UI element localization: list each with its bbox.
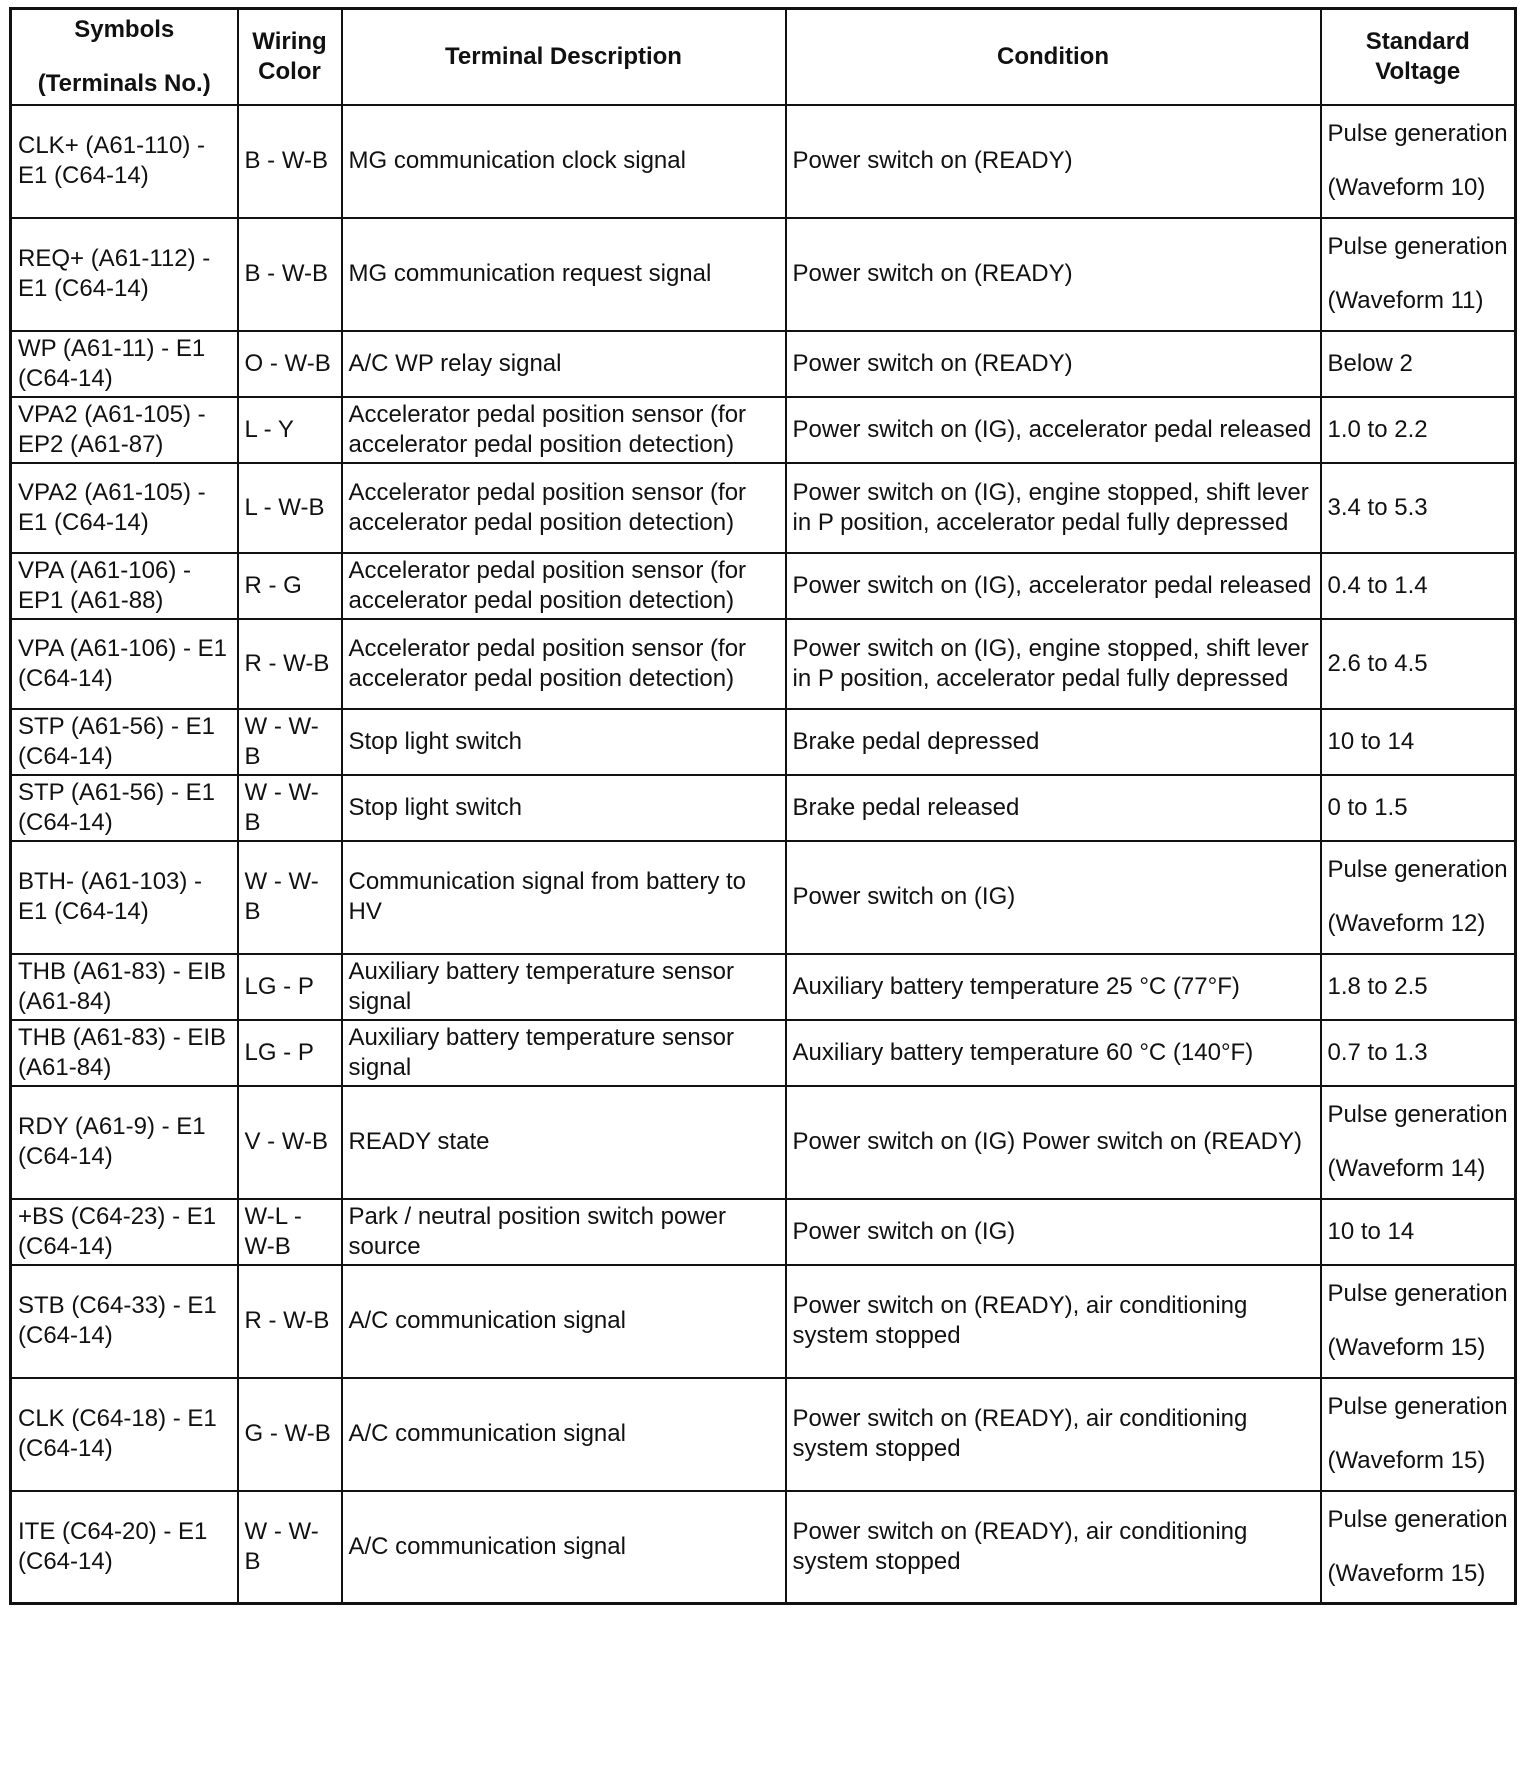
cell-standard-voltage: 3.4 to 5.3: [1321, 463, 1516, 553]
cell-wiring-color: R - W-B: [238, 1265, 342, 1378]
cell-condition: Power switch on (READY), air conditioning system stopped: [786, 1491, 1321, 1604]
cell-wiring-color: R - W-B: [238, 619, 342, 709]
cell-condition: Brake pedal released: [786, 775, 1321, 841]
cell-terminal-description: READY state: [342, 1086, 786, 1199]
voltage-value: Pulse generation: [1327, 1393, 1508, 1420]
cell-terminal-description: Communication signal from battery to HV: [342, 841, 786, 954]
voltage-value: Pulse generation: [1327, 1280, 1508, 1307]
cell-terminal-description: MG communication clock signal: [342, 105, 786, 218]
cell-terminal-description: Stop light switch: [342, 775, 786, 841]
cell-terminal-description: Accelerator pedal position sensor (for accelerator pedal position detection): [342, 397, 786, 463]
cell-condition: Brake pedal depressed: [786, 709, 1321, 775]
table-row: [11, 954, 1516, 1020]
table-row: [11, 553, 1516, 619]
cell-standard-voltage: 1.8 to 2.5: [1321, 954, 1516, 1020]
cell-symbols: STP (A61-56) - E1 (C64-14): [11, 709, 238, 775]
cell-standard-voltage: 0.7 to 1.3: [1321, 1020, 1516, 1086]
table-row: [11, 619, 1516, 709]
cell-condition: Power switch on (READY), air conditioning system stopped: [786, 1378, 1321, 1491]
cell-condition: Power switch on (IG): [786, 1199, 1321, 1265]
table-row: [11, 331, 1516, 397]
voltage-value: Pulse generation: [1327, 120, 1508, 147]
table-row: [11, 463, 1516, 553]
cell-symbols: CLK+ (A61-110) - E1 (C64-14): [11, 105, 238, 218]
cell-symbols: ITE (C64-20) - E1 (C64-14): [11, 1491, 238, 1604]
cell-symbols: RDY (A61-9) - E1 (C64-14): [11, 1086, 238, 1199]
terminal-voltage-table-sheet: [9, 7, 1517, 1605]
cell-condition: Auxiliary battery temperature 25 °C (77°F): [786, 954, 1321, 1020]
cell-symbols: THB (A61-83) - EIB (A61-84): [11, 1020, 238, 1086]
cell-terminal-description: A/C communication signal: [342, 1491, 786, 1604]
cell-symbols: VPA (A61-106) - EP1 (A61-88): [11, 553, 238, 619]
table-row: [11, 841, 1516, 954]
voltage-value: Pulse generation: [1327, 856, 1508, 883]
table-row: [11, 1491, 1516, 1604]
waveform-reference: (Waveform 15): [1327, 1334, 1486, 1361]
table-row: [11, 397, 1516, 463]
cell-condition: Power switch on (READY): [786, 105, 1321, 218]
table-row: [11, 775, 1516, 841]
cell-symbols: STP (A61-56) - E1 (C64-14): [11, 775, 238, 841]
cell-standard-voltage: [1321, 1086, 1516, 1199]
cell-standard-voltage: [1321, 1491, 1516, 1604]
cell-condition: Auxiliary battery temperature 60 °C (140°F): [786, 1020, 1321, 1086]
cell-symbols: VPA2 (A61-105) - EP2 (A61-87): [11, 397, 238, 463]
cell-wiring-color: W - W-B: [238, 1491, 342, 1604]
cell-terminal-description: A/C communication signal: [342, 1265, 786, 1378]
voltage-value: Pulse generation: [1327, 1505, 1508, 1533]
table-row: [11, 1020, 1516, 1086]
waveform-reference: (Waveform 12): [1327, 910, 1486, 937]
cell-terminal-description: A/C WP relay signal: [342, 331, 786, 397]
cell-terminal-description: Accelerator pedal position sensor (for accelerator pedal position detection): [342, 553, 786, 619]
header-terminal-description: Terminal Description: [342, 9, 786, 105]
cell-condition: Power switch on (READY): [786, 331, 1321, 397]
cell-condition: Power switch on (READY), air conditioning system stopped: [786, 1265, 1321, 1378]
waveform-reference: (Waveform 10): [1327, 174, 1486, 201]
cell-wiring-color: G - W-B: [238, 1378, 342, 1491]
cell-standard-voltage: 0 to 1.5: [1321, 775, 1516, 841]
cell-wiring-color: W-L - W-B: [238, 1199, 342, 1265]
cell-standard-voltage: 0.4 to 1.4: [1321, 553, 1516, 619]
cell-symbols: +BS (C64-23) - E1 (C64-14): [11, 1199, 238, 1265]
header-symbols-line2: (Terminals No.): [37, 69, 211, 97]
cell-condition: Power switch on (IG) Power switch on (READY): [786, 1086, 1321, 1199]
cell-terminal-description: Park / neutral position switch power source: [342, 1199, 786, 1265]
cell-standard-voltage: [1321, 841, 1516, 954]
cell-standard-voltage: [1321, 218, 1516, 331]
cell-standard-voltage: 1.0 to 2.2: [1321, 397, 1516, 463]
cell-wiring-color: LG - P: [238, 954, 342, 1020]
cell-standard-voltage: 10 to 14: [1321, 709, 1516, 775]
cell-terminal-description: Auxiliary battery temperature sensor signal: [342, 954, 786, 1020]
header-condition: Condition: [786, 9, 1321, 105]
voltage-value: Pulse generation: [1327, 1101, 1508, 1128]
waveform-reference: (Waveform 11): [1327, 287, 1484, 314]
cell-standard-voltage: Below 2: [1321, 331, 1516, 397]
waveform-reference: (Waveform 15): [1327, 1447, 1486, 1474]
cell-symbols: WP (A61-11) - E1 (C64-14): [11, 331, 238, 397]
cell-standard-voltage: [1321, 1378, 1516, 1491]
cell-wiring-color: V - W-B: [238, 1086, 342, 1199]
cell-symbols: BTH- (A61-103) - E1 (C64-14): [11, 841, 238, 954]
cell-condition: Power switch on (IG), engine stopped, shift lever in P position, accelerator pedal fully depressed: [786, 619, 1321, 709]
table-body: [11, 105, 1516, 1604]
cell-symbols: THB (A61-83) - EIB (A61-84): [11, 954, 238, 1020]
table-row: [11, 1086, 1516, 1199]
terminal-voltage-table: [9, 7, 1517, 1605]
cell-wiring-color: R - G: [238, 553, 342, 619]
table-row: [11, 218, 1516, 331]
cell-condition: Power switch on (IG), accelerator pedal released: [786, 553, 1321, 619]
header-wiring-color: Wiring Color: [238, 9, 342, 105]
cell-standard-voltage: [1321, 1265, 1516, 1378]
header-symbols-line1: Symbols: [74, 15, 175, 43]
cell-terminal-description: Auxiliary battery temperature sensor signal: [342, 1020, 786, 1086]
cell-condition: Power switch on (IG), accelerator pedal released: [786, 397, 1321, 463]
cell-condition: Power switch on (IG): [786, 841, 1321, 954]
table-row: [11, 1199, 1516, 1265]
table-row: [11, 1265, 1516, 1378]
cell-wiring-color: LG - P: [238, 1020, 342, 1086]
cell-symbols: STB (C64-33) - E1 (C64-14): [11, 1265, 238, 1378]
cell-wiring-color: B - W-B: [238, 105, 342, 218]
cell-symbols: VPA (A61-106) - E1 (C64-14): [11, 619, 238, 709]
cell-terminal-description: A/C communication signal: [342, 1378, 786, 1491]
table-row: [11, 1378, 1516, 1491]
waveform-reference: (Waveform 15): [1327, 1559, 1486, 1587]
cell-standard-voltage: 10 to 14: [1321, 1199, 1516, 1265]
cell-wiring-color: L - W-B: [238, 463, 342, 553]
cell-terminal-description: Accelerator pedal position sensor (for accelerator pedal position detection): [342, 619, 786, 709]
cell-symbols: REQ+ (A61-112) - E1 (C64-14): [11, 218, 238, 331]
cell-standard-voltage: 2.6 to 4.5: [1321, 619, 1516, 709]
cell-standard-voltage: [1321, 105, 1516, 218]
cell-wiring-color: O - W-B: [238, 331, 342, 397]
voltage-value: Pulse generation: [1327, 233, 1508, 260]
cell-wiring-color: W - W-B: [238, 841, 342, 954]
cell-terminal-description: MG communication request signal: [342, 218, 786, 331]
header-standard-voltage: Standard Voltage: [1321, 9, 1516, 105]
cell-wiring-color: L - Y: [238, 397, 342, 463]
header-row: [11, 9, 1516, 105]
table-row: [11, 709, 1516, 775]
cell-wiring-color: W - W-B: [238, 709, 342, 775]
table-row: [11, 105, 1516, 218]
cell-symbols: CLK (C64-18) - E1 (C64-14): [11, 1378, 238, 1491]
cell-symbols: VPA2 (A61-105) - E1 (C64-14): [11, 463, 238, 553]
cell-terminal-description: Accelerator pedal position sensor (for accelerator pedal position detection): [342, 463, 786, 553]
cell-condition: Power switch on (READY): [786, 218, 1321, 331]
cell-wiring-color: B - W-B: [238, 218, 342, 331]
cell-terminal-description: Stop light switch: [342, 709, 786, 775]
header-symbols: [11, 9, 238, 105]
waveform-reference: (Waveform 14): [1327, 1155, 1486, 1182]
cell-wiring-color: W - W-B: [238, 775, 342, 841]
cell-condition: Power switch on (IG), engine stopped, shift lever in P position, accelerator pedal fully depressed: [786, 463, 1321, 553]
